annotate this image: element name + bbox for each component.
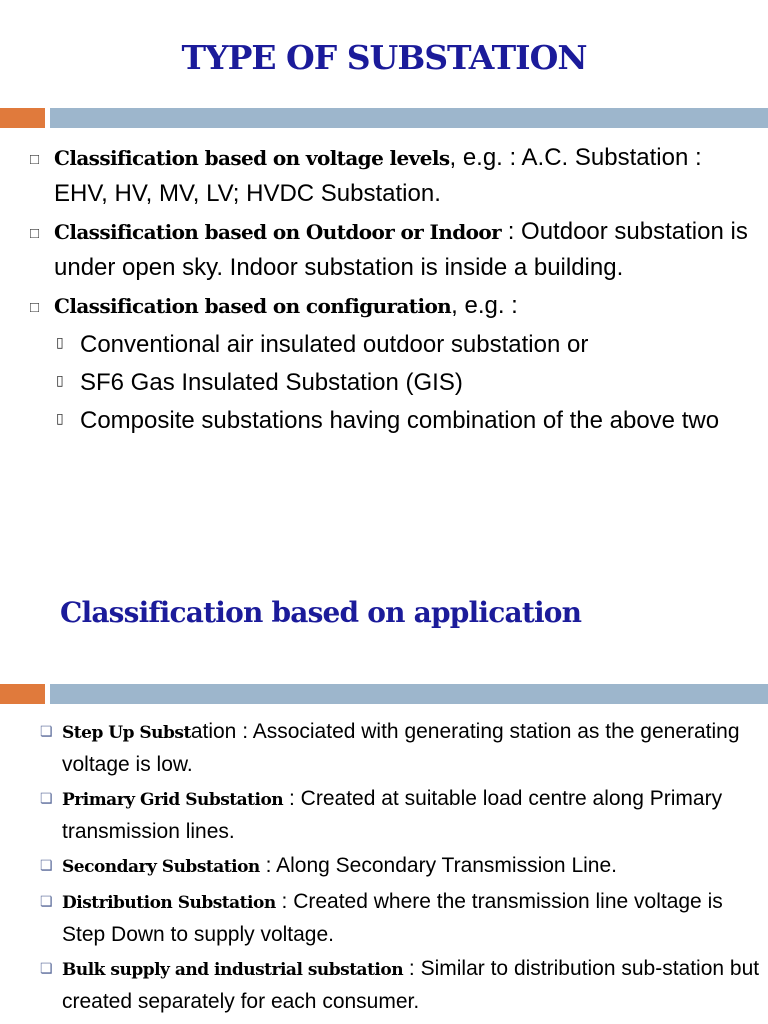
item-text: , e.g. : <box>451 292 518 319</box>
title-divider <box>0 108 768 128</box>
list-item <box>40 783 765 847</box>
item-text: : Outdoor substation is under open sky. Indoor substation is inside a building. <box>54 218 748 281</box>
list-item <box>40 850 765 883</box>
square-bullet-icon: ❏ <box>40 857 53 873</box>
item-heading: Classification based on Outdoor or Indoor <box>54 220 502 244</box>
list-item <box>30 288 760 324</box>
square-bullet-icon: □ <box>30 225 40 242</box>
sub-bullet-icon: ▯ <box>56 410 64 426</box>
item-text: ation : Associated with generating station as the generating voltage is low. <box>62 720 740 776</box>
divider-bar <box>50 684 768 704</box>
item-text: , e.g. : A.C. Substation : EHV, HV, MV, LV; HVDC Substation. <box>54 144 702 207</box>
sub-list-item <box>30 365 760 400</box>
sub-item-text: Composite substations having combination of the above two <box>80 407 720 434</box>
square-bullet-icon: ❏ <box>40 960 53 976</box>
divider-accent <box>0 108 45 128</box>
item-text: : Created at suitable load centre along Primary transmission lines. <box>62 787 723 843</box>
list-item <box>40 886 765 950</box>
square-bullet-icon: ❏ <box>40 893 53 909</box>
sub-item-text: Conventional air insulated outdoor substation or <box>80 331 589 358</box>
page-title: TYPE OF SUBSTATION <box>181 38 587 77</box>
item-heading: Step Up Subst <box>62 723 191 743</box>
item-heading: Classification based on configuration <box>54 294 452 318</box>
item-text: : Along Secondary Transmission Line. <box>259 854 617 877</box>
item-heading: Primary Grid Substation <box>62 790 284 810</box>
item-heading: Bulk supply and industrial substation <box>62 960 404 980</box>
sub-list-item <box>30 403 760 438</box>
voltage-classification-section <box>30 140 760 441</box>
item-heading: Distribution Substation <box>62 893 276 913</box>
sub-list-item <box>30 327 760 362</box>
application-classification-section <box>40 716 765 1020</box>
square-bullet-icon: ❏ <box>40 790 53 806</box>
divider-bar <box>50 108 768 128</box>
divider-accent <box>0 684 45 704</box>
item-text: : Similar to distribution sub-station but created separately for each consumer. <box>62 957 760 1013</box>
square-bullet-icon: □ <box>30 151 40 168</box>
sub-bullet-icon: ▯ <box>56 334 64 350</box>
list-item <box>30 140 760 211</box>
list-item <box>40 716 765 780</box>
item-heading: Classification based on voltage levels <box>54 146 450 170</box>
list-item <box>40 953 765 1017</box>
list-item <box>30 214 760 285</box>
section-divider <box>0 684 768 704</box>
square-bullet-icon: □ <box>30 299 40 316</box>
item-text: : Created where the transmission line voltage is Step Down to supply voltage. <box>62 890 723 946</box>
sub-item-text: SF6 Gas Insulated Substation (GIS) <box>80 369 463 396</box>
item-heading: Secondary Substation <box>62 857 260 877</box>
square-bullet-icon: ❏ <box>40 723 53 739</box>
section-heading: Classification based on application <box>60 596 582 629</box>
sub-bullet-icon: ▯ <box>56 372 64 388</box>
